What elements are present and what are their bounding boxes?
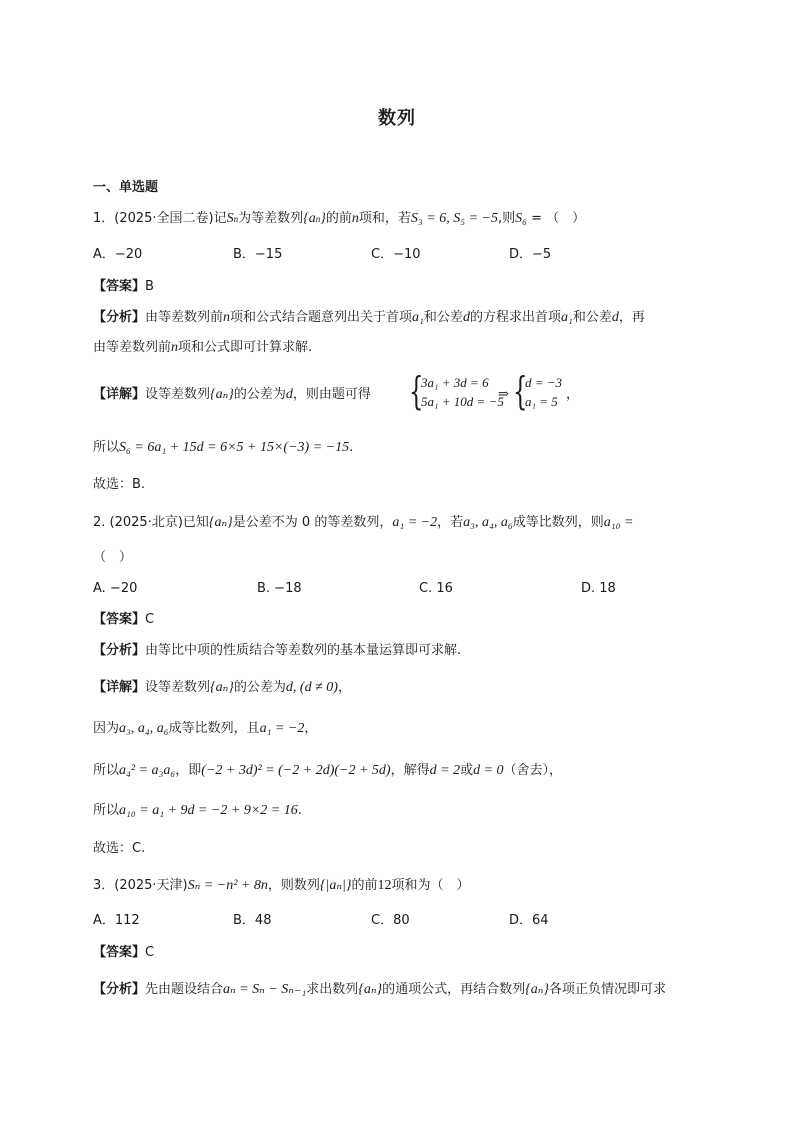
q3-stem: 3．(2025·天津)Sₙ = −n² + 8n，则数列{|aₙ|}的前12项和为（ ） [93,878,470,893]
q1-analysis-line1: 【分析】由等差数列前n项和公式结合题意列出关于首项a₁和公差d的方程求出首项a₁和公差d，再 [93,310,645,325]
page-title: 数列 [378,108,416,129]
q1-stem: 1．(2025·全国二卷)记Sn为等差数列{an}的前n项和，若S₃ = 6, S₅ = −5,则S₆ = （ ） [93,211,586,226]
q2-option-c: C. 16 [419,581,453,596]
q1-answer: 【答案】B [93,279,154,294]
q2-stem: 2. (2025·北京)已知{aₙ}是公差不为 0 的等差数列，a₁ = −2，若a₃, a₄, a₆成等比数列，则a₁₀ = [93,515,634,530]
q2-option-b: B. −18 [257,581,302,596]
q2-choose: 故选：C. [93,841,146,856]
q1-result: 所以S₆ = 6a₁ + 15d = 6×5 + 15×(−3) = −15. [93,440,354,455]
implies-arrow: ⇒ [498,386,509,401]
q3-option-d: D．64 [509,913,549,928]
section-heading: 一、单选题 [93,180,159,195]
q2-detail: 【详解】设等差数列{aₙ}的公差为d, (d ≠ 0)， [93,680,351,695]
q1-analysis-line2: 由等差数列前n项和公式即可计算求解. [93,340,313,355]
q1-option-c: C．−10 [371,247,421,262]
q1-option-d: D．−5 [509,247,552,262]
q2-stem-line2: （ ） [93,550,133,565]
q2-line2: 因为a₃, a₄, a₆成等比数列，且a₁ = −2， [93,721,318,736]
q2-line3: 所以a₄² = a₃a₆，即(−2 + 3d)² = (−2 + 2d)(−2 + 5d)，解得d = 2或d = 0（舍去）， [93,763,563,778]
system-comma: ， [566,387,580,402]
equation-system-2: { d = −3 a₁ = 5 [513,369,563,413]
q2-line4: 所以a₁₀ = a₁ + 9d = −2 + 9×2 = 16. [93,803,302,818]
q2-analysis: 【分析】由等比中项的性质结合等差数列的基本量运算即可求解. [93,643,462,658]
q1-option-b: B．−15 [233,247,283,262]
q3-option-b: B．48 [233,913,272,928]
q2-option-a: A. −20 [93,581,138,596]
q3-answer: 【答案】C [93,945,155,960]
q1-choose: 故选：B. [93,477,146,492]
q1-option-a: A．−20 [93,247,143,262]
q1-detail: 【详解】设等差数列{aₙ}的公差为d，则由题可得 [93,387,371,402]
q3-option-a: A．112 [93,913,140,928]
q3-analysis: 【分析】先由题设结合aₙ = Sₙ − Sₙ₋₁求出数列{aₙ}的通项公式，再结合数列{aₙ}各项正负情况即可求 [93,982,667,997]
q3-option-c: C．80 [371,913,410,928]
equation-system-1: { 3a₁ + 3d = 6 5a₁ + 10d = −5 [409,369,504,413]
q2-answer: 【答案】C [93,612,155,627]
q2-option-d: D. 18 [581,581,616,596]
